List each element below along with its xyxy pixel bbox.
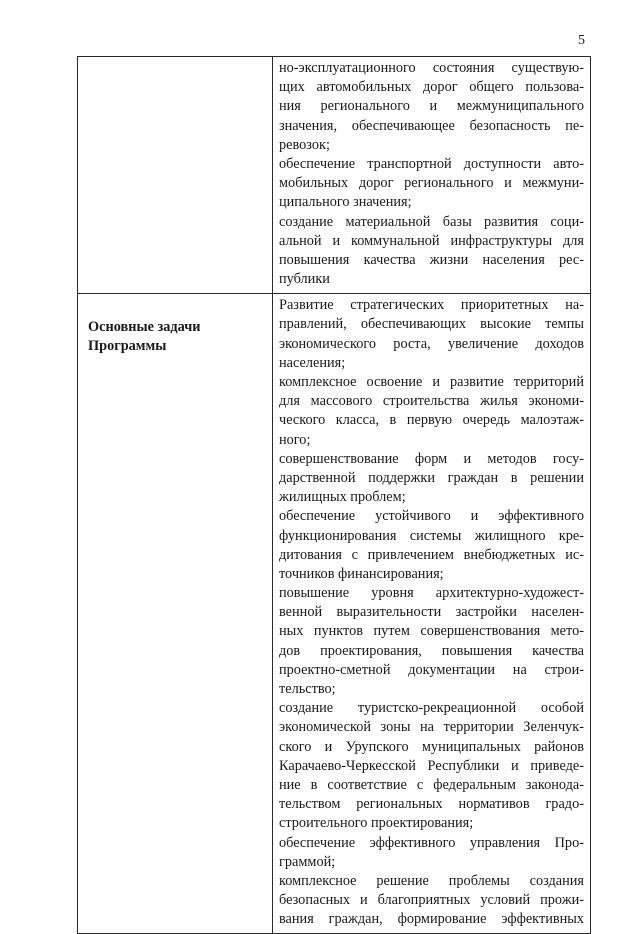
row-text-cell bbox=[273, 57, 591, 294]
text-line: обеспечение транспортной доступности авто- bbox=[279, 155, 584, 172]
text-line: тельством региональных нормативов градо- bbox=[279, 796, 584, 813]
text-line: публики bbox=[279, 271, 330, 288]
page-number: 5 bbox=[578, 33, 585, 48]
text-line: вания граждан, формирование эффективных bbox=[279, 911, 584, 928]
text-line: проектно-сметной документации на строи- bbox=[279, 661, 584, 678]
text-line: граммой; bbox=[279, 853, 336, 870]
text-line: создание материальной базы развития соци- bbox=[279, 213, 584, 230]
text-line: экономического роста, увеличение доходов bbox=[279, 335, 584, 352]
text-line: безопасных и благоприятных условий прожи- bbox=[279, 892, 584, 909]
text-line: дов проектирования, повышения качества bbox=[279, 642, 584, 659]
text-line: ных пунктов путем совершенствования мето- bbox=[279, 623, 584, 640]
text-line: ципального значения; bbox=[279, 194, 412, 211]
text-line: строительного проектирования; bbox=[279, 815, 474, 832]
row-label: Основные задачи Программы bbox=[88, 319, 201, 355]
text-line: комплексное освоение и развитие территорий bbox=[279, 374, 584, 390]
text-line: для массового строительства жилья экономи- bbox=[279, 393, 584, 410]
text-line: обеспечение устойчивого и эффективного bbox=[279, 508, 584, 525]
program-passport-table bbox=[77, 56, 591, 934]
text-line: ревозок; bbox=[279, 136, 330, 153]
text-line: точников финансирования; bbox=[279, 565, 444, 582]
text-line: Развитие стратегических приоритетных на- bbox=[279, 297, 584, 314]
text-line: дитования с привлечением внебюджетных ис- bbox=[279, 546, 584, 563]
text-line: ние в соответствие с федеральным законода- bbox=[279, 776, 584, 793]
text-line: обеспечение эффективного управления Про- bbox=[279, 834, 584, 851]
text-line: значения, обеспечивающее безопасность пе- bbox=[279, 117, 584, 134]
text-line: экономической зоны на территории Зеленчук- bbox=[279, 719, 584, 736]
text-line: повышение уровня архитектурно-художест- bbox=[279, 585, 584, 602]
table-row-goals bbox=[78, 57, 591, 294]
text-line: ского и Урупского муниципальных районов bbox=[279, 738, 584, 755]
text-line: щих автомобильных дорог общего пользова- bbox=[279, 79, 584, 96]
text-line: мобильных дорог регионального и межмуни- bbox=[279, 175, 584, 192]
text-line: совершенствование форм и методов госу- bbox=[279, 450, 584, 467]
text-line: ного; bbox=[279, 431, 311, 448]
text-line: альной и коммунальной инфраструктуры для bbox=[279, 232, 584, 249]
text-line: жилищных проблем; bbox=[279, 489, 406, 506]
text-line: повышения качества жизни населения рес- bbox=[279, 251, 584, 268]
text-line: тельство; bbox=[279, 681, 336, 697]
text-line: создание туристско-рекреационной особой bbox=[279, 700, 584, 717]
text-line: населения; bbox=[279, 354, 346, 371]
text-line: но-эксплуатационного состояния существую- bbox=[279, 60, 584, 76]
text-line: дарственной поддержки граждан в решении bbox=[279, 469, 584, 486]
text-line: ческого класса, в первую очередь малоэтаж- bbox=[279, 412, 584, 429]
tasks-text bbox=[279, 296, 584, 929]
row-label-cell bbox=[78, 57, 273, 294]
text-line: ния регионального и межмуниципального bbox=[279, 98, 584, 115]
row-label bbox=[78, 57, 272, 81]
row-label-cell bbox=[78, 294, 273, 934]
table-row-tasks bbox=[78, 294, 591, 934]
text-line: комплексное решение проблемы создания bbox=[279, 872, 584, 889]
row-text-cell bbox=[273, 294, 591, 934]
text-line: правлений, обеспечивающих высокие темпы bbox=[279, 316, 584, 333]
goals-text bbox=[279, 59, 584, 289]
text-line: функционирования системы жилищного кре- bbox=[279, 527, 584, 544]
text-line: венной выразительности застройки населен- bbox=[279, 604, 584, 621]
text-line: Карачаево-Черкесской Республики и приведе- bbox=[279, 757, 584, 774]
